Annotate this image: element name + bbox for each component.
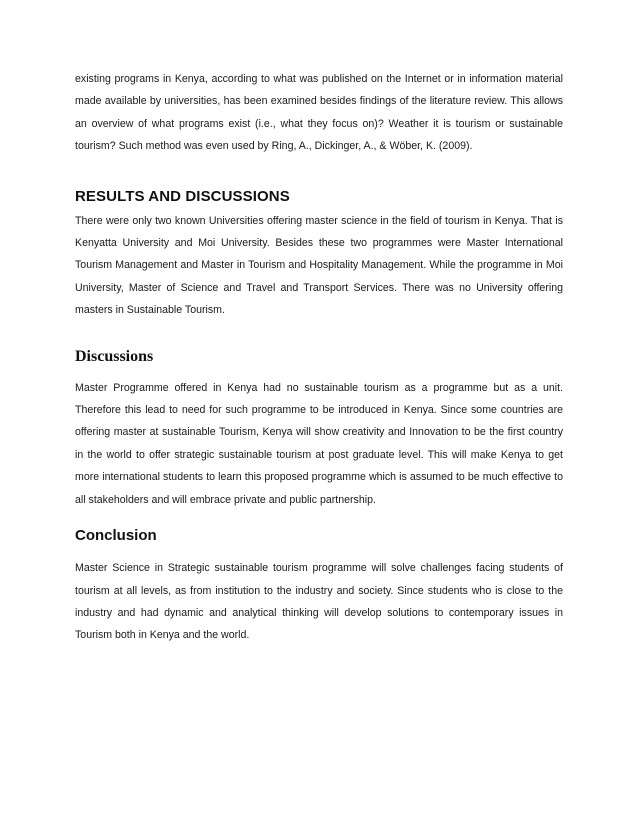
results-heading: RESULTS AND DISCUSSIONS <box>75 187 290 205</box>
document-page <box>75 68 563 647</box>
conclusion-paragraph: Master Science in Strategic sustainable tourism programme will solve challenges facing students of tourism at all levels, as from institution to the industry and society. Since students who is close to the industry and had dynamic and analytical thinking will develop solutions to contemporary issues in Tourism both in Kenya and the world. <box>75 562 563 642</box>
discussions-heading: Discussions <box>75 347 154 365</box>
results-paragraph: There were only two known Universities offering master science in the field of tourism in Kenya. That is Kenyatta University and Moi University. Besides these two programmes were Master International Tourism Management and Master in Tourism and Hospitality Management. While the programme in Moi University, Master of Science and Travel and Transport Services. There was no University offering masters in Sustainable Tourism. <box>75 214 563 317</box>
conclusion-heading: Conclusion <box>75 527 157 545</box>
intro-paragraph: existing programs in Kenya, according to what was published on the Internet or in information material made available by universities, has been examined besides findings of the literature review. This allows an overview of what programs exist (i.e., what they focus on)? Weather it is tourism or sustainable tourism? Such method was even used by Ring, A., Dickinger, A., & Wöber, K. (2009). <box>75 73 563 153</box>
discussions-paragraph: Master Programme offered in Kenya had no sustainable tourism as a programme but as a unit. Therefore this lead to need for such programme to be introduced in Kenya. Since some countries are offering master at sustainable Tourism, Kenya will show creativity and Innovation to be the first country in the world to offer strategic sustainable tourism at post graduate level. This will make Kenya to get more international students to learn this proposed programme which is assumed to be much effective to all stakeholders and will embrace private and public partnership. <box>75 381 563 506</box>
